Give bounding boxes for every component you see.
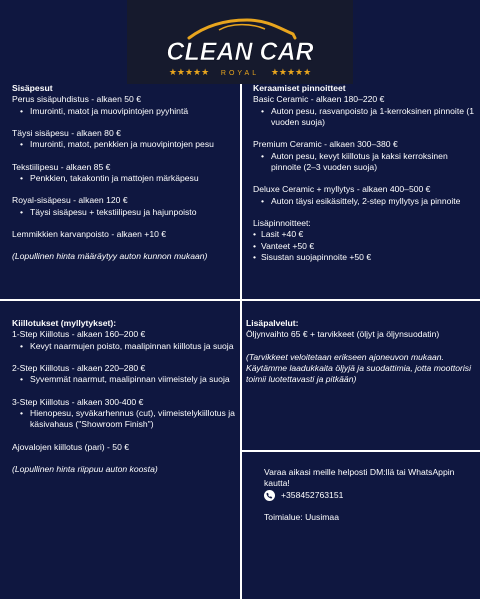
ceramic-item-label: Premium Ceramic - alkaen 300–380 € xyxy=(253,139,398,150)
contact-panel xyxy=(264,467,460,523)
services-note: (Tarvikkeet veloitetaan erikseen ajoneuvon mukaan. Käytämme laadukkaita öljyjä ja suodattimia, jotta moottorisi toimii luotettavasti ja pitkään) xyxy=(246,351,471,385)
oil-change-line: Öljynvaihto 65 € + tarvikkeet (öljyt ja öljynsuodatin) xyxy=(246,329,440,340)
interior-item-bullet: • Imurointi, matot ja muovipintojen pyyhintä xyxy=(12,106,236,117)
contact-divider xyxy=(241,450,480,452)
interior-item-label: Perus sisäpuhdistus - alkaen 50 € xyxy=(12,94,141,105)
polish-item-bullet: • Syvemmät naarmut, maalipinnan viimeistely ja suoja xyxy=(12,374,238,385)
interior-item-bullet: • Täysi sisäpesu + tekstiilipesu ja hajunpoisto xyxy=(12,207,236,218)
addon-item: • Lasit +40 € xyxy=(253,229,475,240)
pet-hair-removal: Lemmikkien karvanpoisto - alkaen +10 € xyxy=(12,229,167,240)
interior-item-label: Royal-sisäpesu - alkaen 120 € xyxy=(12,195,128,206)
polish-item-label: 3-Step Kiillotus - alkaen 300-400 € xyxy=(12,396,144,407)
services-panel xyxy=(246,318,474,386)
interior-item-bullet: • Imurointi, matot, penkkien ja muovipintojen pesu xyxy=(12,139,236,150)
interior-item-label: Tekstiilipesu - alkaen 85 € xyxy=(12,161,111,172)
service-area: Toimialue: Uusimaa xyxy=(264,512,339,523)
logo-stars-left: ★★★★★ xyxy=(168,68,210,78)
logo-graphic xyxy=(127,0,353,84)
ceramic-item-label: Basic Ceramic - alkaen 180–220 € xyxy=(253,94,385,105)
addon-item: • Sisustan suojapinnoite +50 € xyxy=(253,252,475,263)
addon-item: • Vanteet +50 € xyxy=(253,241,475,252)
polish-item-bullet: • Kevyt naarmujen poisto, maalipinnan kiillotus ja suoja xyxy=(12,341,238,352)
polish-title: Kiillotukset (myllytykset): xyxy=(12,318,117,328)
ceramic-panel xyxy=(253,83,475,263)
horizontal-divider xyxy=(0,299,480,301)
ceramic-item-label: Deluxe Ceramic + myllytys - alkaen 400–500 € xyxy=(253,184,431,195)
car-silhouette-icon xyxy=(189,20,295,38)
ceramic-item-bullet: • Auton pesu, rasvanpoisto ja 1-kerroksinen pinnoite (1 vuoden suoja) xyxy=(253,106,475,129)
ceramic-item-bullet: • Auton täysi esikäsittely, 2-step myllytys ja pinnoite xyxy=(253,196,475,207)
phone-row[interactable] xyxy=(264,490,460,501)
interior-title: Sisäpesut xyxy=(12,83,53,93)
polish-item-label: 1-Step Kiillotus - alkaen 160–200 € xyxy=(12,329,146,340)
ceramic-title: Keraamiset pinnoitteet xyxy=(253,83,346,93)
phone-icon xyxy=(264,490,275,501)
addons-title: Lisäpinnoitteet: xyxy=(253,218,311,229)
interior-panel xyxy=(12,83,236,263)
ceramic-item-bullet: • Auton pesu, kevyt kiillotus ja kaksi kerroksinen pinnoite (2–3 vuoden suoja) xyxy=(253,151,475,174)
logo-stars-right: ★★★★★ xyxy=(270,68,312,78)
vertical-divider xyxy=(240,84,242,599)
interior-item-label: Täysi sisäpesu - alkaen 80 € xyxy=(12,128,121,139)
polish-item-bullet: • Hienopesu, syväkarhennus (cut), viimeistelykiillotus ja käsivahaus ("Showroom Finish") xyxy=(12,408,238,431)
polish-panel xyxy=(12,318,238,475)
polish-item-label: 2-Step Kiillotus - alkaen 220–280 € xyxy=(12,363,146,374)
services-title: Lisäpalvelut: xyxy=(246,318,299,328)
contact-text: Varaa aikasi meille helposti DM:llä tai WhatsAppin kautta! xyxy=(264,467,455,489)
headlight-polish: Ajovalojen kiillotus (pari) - 50 € xyxy=(12,441,130,452)
logo-subtitle: ROYAL xyxy=(220,70,260,77)
interior-note: (Lopullinen hinta määräytyy auton kunnon mukaan) xyxy=(12,251,208,262)
phone-number[interactable]: +358452763151 xyxy=(281,489,344,500)
polish-note: (Lopullinen hinta riippuu auton koosta) xyxy=(12,464,158,475)
logo xyxy=(127,0,353,84)
brand-name: CLEAN CAR xyxy=(166,38,314,66)
interior-item-bullet: • Penkkien, takakontin ja mattojen märkäpesu xyxy=(12,173,236,184)
